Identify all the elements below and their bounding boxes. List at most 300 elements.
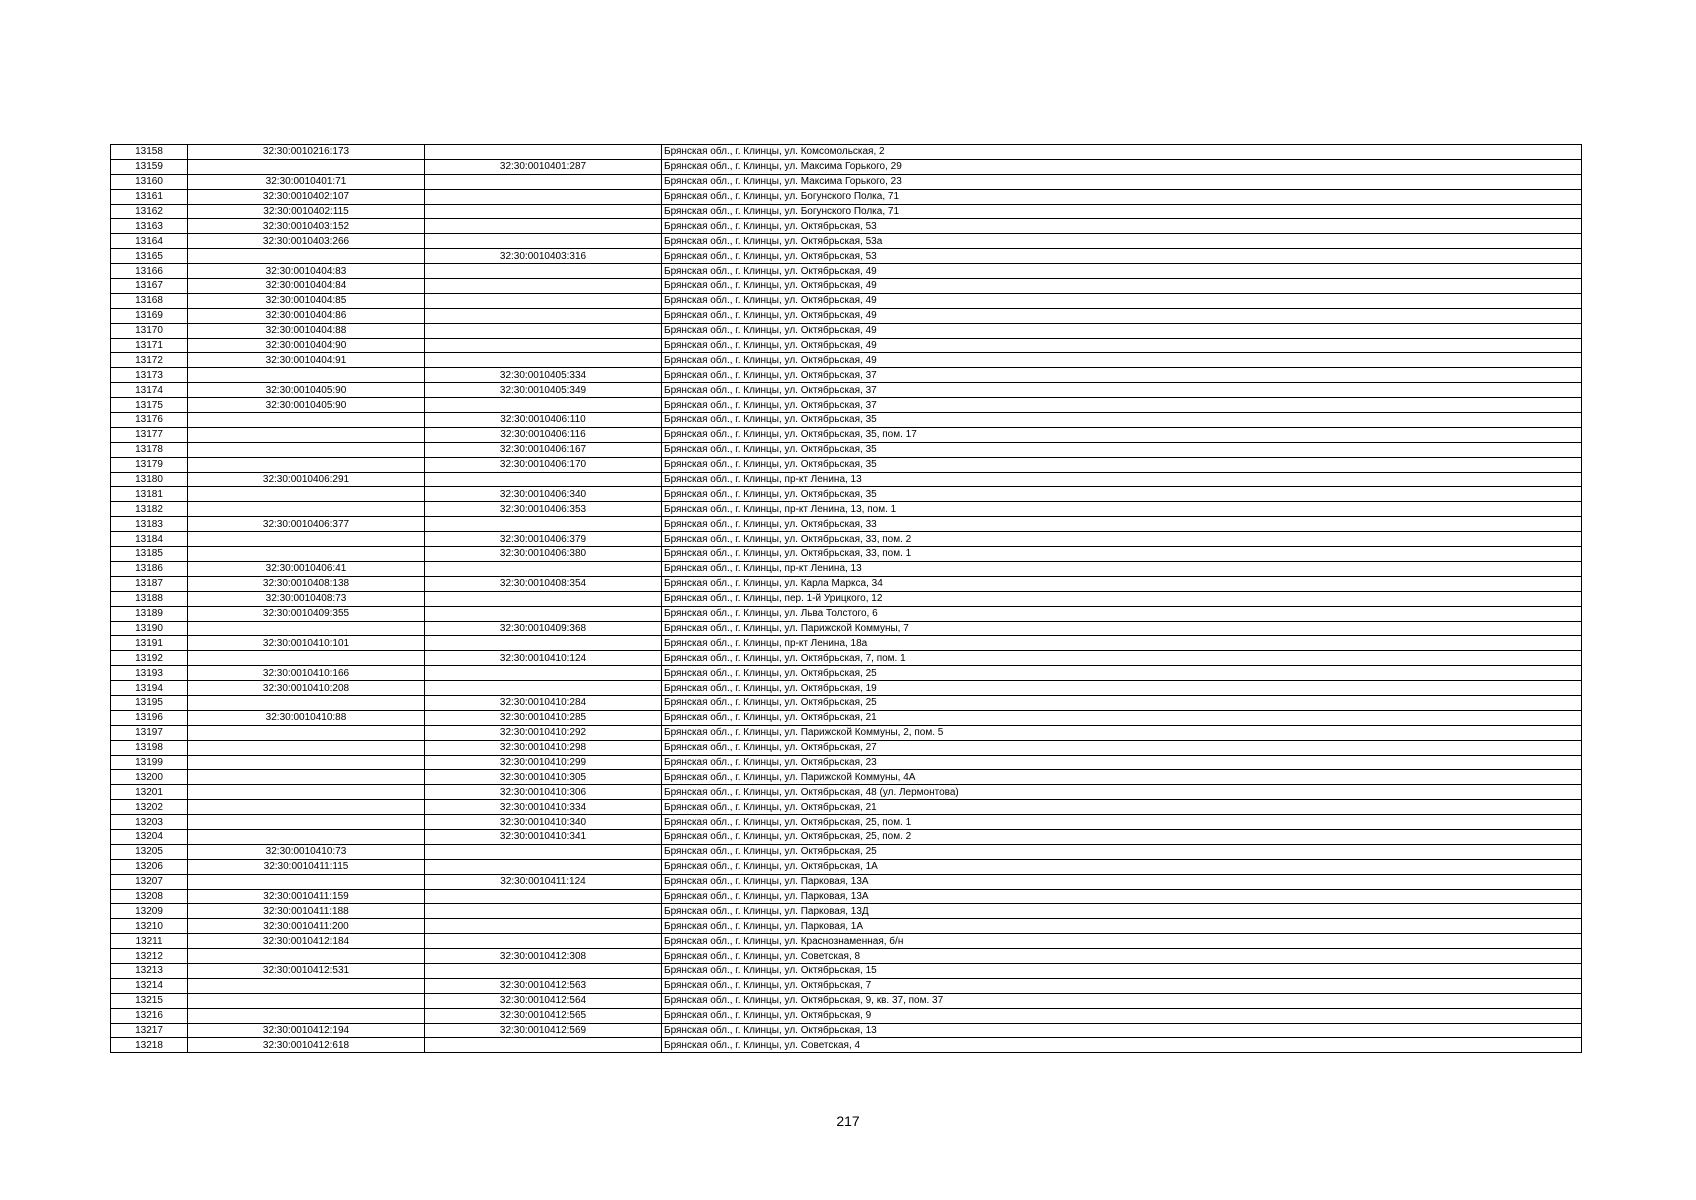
building-number-cell [425, 844, 662, 859]
table-row [111, 547, 1582, 562]
table-row [111, 427, 1582, 442]
building-number-cell: 32:30:0010412:308 [425, 949, 662, 964]
address-cell: Брянская обл., г. Клинцы, ул. Октябрьская, 49 [662, 353, 1582, 368]
cadastral-number-cell: 32:30:0010410:166 [188, 666, 425, 681]
row-number-cell: 13206 [111, 859, 188, 874]
building-number-cell: 32:30:0010406:167 [425, 442, 662, 457]
address-cell: Брянская обл., г. Клинцы, ул. Октябрьская, 35 [662, 487, 1582, 502]
address-cell: Брянская обл., г. Клинцы, ул. Парижской Коммуны, 2, пом. 5 [662, 725, 1582, 740]
building-number-cell [425, 859, 662, 874]
table-row [111, 919, 1582, 934]
row-number-cell: 13189 [111, 606, 188, 621]
row-number-cell: 13164 [111, 234, 188, 249]
cadastral-number-cell: 32:30:0010408:138 [188, 576, 425, 591]
cadastral-number-cell: 32:30:0010404:88 [188, 323, 425, 338]
table-row [111, 874, 1582, 889]
cadastral-number-cell [188, 249, 425, 264]
row-number-cell: 13201 [111, 785, 188, 800]
table-row [111, 234, 1582, 249]
row-number-cell: 13204 [111, 829, 188, 844]
cadastral-number-cell: 32:30:0010412:184 [188, 934, 425, 949]
row-number-cell: 13214 [111, 978, 188, 993]
building-number-cell [425, 517, 662, 532]
cadastral-number-cell: 32:30:0010412:531 [188, 963, 425, 978]
building-number-cell: 32:30:0010411:124 [425, 874, 662, 889]
building-number-cell: 32:30:0010406:340 [425, 487, 662, 502]
cadastral-number-cell [188, 547, 425, 562]
property-table-body [111, 145, 1582, 1053]
cadastral-number-cell: 32:30:0010409:355 [188, 606, 425, 621]
building-number-cell [425, 904, 662, 919]
building-number-cell: 32:30:0010410:292 [425, 725, 662, 740]
row-number-cell: 13215 [111, 993, 188, 1008]
cadastral-number-cell: 32:30:0010410:208 [188, 681, 425, 696]
table-row [111, 740, 1582, 755]
row-number-cell: 13217 [111, 1023, 188, 1038]
row-number-cell: 13184 [111, 532, 188, 547]
row-number-cell: 13180 [111, 472, 188, 487]
address-cell: Брянская обл., г. Клинцы, ул. Комсомольская, 2 [662, 145, 1582, 160]
address-cell: Брянская обл., г. Клинцы, ул. Октябрьская, 23 [662, 755, 1582, 770]
cadastral-number-cell [188, 442, 425, 457]
cadastral-number-cell: 32:30:0010406:41 [188, 561, 425, 576]
building-number-cell [425, 606, 662, 621]
row-number-cell: 13185 [111, 547, 188, 562]
cadastral-number-cell [188, 829, 425, 844]
row-number-cell: 13199 [111, 755, 188, 770]
address-cell: Брянская обл., г. Клинцы, ул. Октябрьская, 9, кв. 37, пом. 37 [662, 993, 1582, 1008]
building-number-cell: 32:30:0010410:306 [425, 785, 662, 800]
table-row [111, 323, 1582, 338]
cadastral-number-cell [188, 740, 425, 755]
row-number-cell: 13158 [111, 145, 188, 160]
row-number-cell: 13166 [111, 264, 188, 279]
table-row [111, 993, 1582, 1008]
cadastral-number-cell [188, 487, 425, 502]
cadastral-number-cell [188, 532, 425, 547]
row-number-cell: 13170 [111, 323, 188, 338]
address-cell: Брянская обл., г. Клинцы, пр-кт Ленина, 13 [662, 561, 1582, 576]
table-row [111, 770, 1582, 785]
table-row [111, 889, 1582, 904]
address-cell: Брянская обл., г. Клинцы, ул. Октябрьская, 13 [662, 1023, 1582, 1038]
row-number-cell: 13208 [111, 889, 188, 904]
address-cell: Брянская обл., г. Клинцы, ул. Октябрьская, 49 [662, 308, 1582, 323]
table-row [111, 353, 1582, 368]
table-row [111, 621, 1582, 636]
cadastral-number-cell [188, 621, 425, 636]
address-cell: Брянская обл., г. Клинцы, ул. Советская, 4 [662, 1038, 1582, 1053]
address-cell: Брянская обл., г. Клинцы, ул. Октябрьская, 21 [662, 710, 1582, 725]
cadastral-number-cell [188, 978, 425, 993]
address-cell: Брянская обл., г. Клинцы, ул. Октябрьская, 15 [662, 963, 1582, 978]
address-cell: Брянская обл., г. Клинцы, ул. Парижской Коммуны, 4А [662, 770, 1582, 785]
cadastral-number-cell: 32:30:0010408:73 [188, 591, 425, 606]
building-number-cell [425, 174, 662, 189]
building-number-cell: 32:30:0010409:368 [425, 621, 662, 636]
cadastral-number-cell [188, 368, 425, 383]
building-number-cell: 32:30:0010406:170 [425, 457, 662, 472]
building-number-cell: 32:30:0010410:284 [425, 695, 662, 710]
table-row [111, 666, 1582, 681]
cadastral-number-cell: 32:30:0010406:291 [188, 472, 425, 487]
table-row [111, 606, 1582, 621]
address-cell: Брянская обл., г. Клинцы, ул. Октябрьская, 7 [662, 978, 1582, 993]
table-row [111, 1023, 1582, 1038]
building-number-cell: 32:30:0010405:334 [425, 368, 662, 383]
building-number-cell: 32:30:0010412:569 [425, 1023, 662, 1038]
building-number-cell: 32:30:0010410:341 [425, 829, 662, 844]
building-number-cell [425, 308, 662, 323]
address-cell: Брянская обл., г. Клинцы, ул. Октябрьская, 7, пом. 1 [662, 651, 1582, 666]
row-number-cell: 13169 [111, 308, 188, 323]
address-cell: Брянская обл., г. Клинцы, ул. Парижской Коммуны, 7 [662, 621, 1582, 636]
address-cell: Брянская обл., г. Клинцы, ул. Октябрьская, 9 [662, 1008, 1582, 1023]
table-row [111, 785, 1582, 800]
table-row [111, 844, 1582, 859]
address-cell: Брянская обл., г. Клинцы, ул. Парковая, 13А [662, 874, 1582, 889]
row-number-cell: 13197 [111, 725, 188, 740]
row-number-cell: 13218 [111, 1038, 188, 1053]
row-number-cell: 13207 [111, 874, 188, 889]
table-row [111, 442, 1582, 457]
cadastral-number-cell [188, 770, 425, 785]
row-number-cell: 13161 [111, 189, 188, 204]
cadastral-number-cell [188, 725, 425, 740]
building-number-cell [425, 293, 662, 308]
building-number-cell [425, 398, 662, 413]
cadastral-number-cell: 32:30:0010410:101 [188, 636, 425, 651]
cadastral-number-cell: 32:30:0010412:194 [188, 1023, 425, 1038]
building-number-cell: 32:30:0010410:305 [425, 770, 662, 785]
table-row [111, 145, 1582, 160]
row-number-cell: 13179 [111, 457, 188, 472]
building-number-cell: 32:30:0010406:353 [425, 502, 662, 517]
row-number-cell: 13172 [111, 353, 188, 368]
row-number-cell: 13171 [111, 338, 188, 353]
address-cell: Брянская обл., г. Клинцы, ул. Советская, 8 [662, 949, 1582, 964]
cadastral-number-cell: 32:30:0010402:107 [188, 189, 425, 204]
row-number-cell: 13195 [111, 695, 188, 710]
table-row [111, 829, 1582, 844]
cadastral-number-cell: 32:30:0010404:86 [188, 308, 425, 323]
address-cell: Брянская обл., г. Клинцы, ул. Октябрьская, 35, пом. 17 [662, 427, 1582, 442]
cadastral-number-cell: 32:30:0010216:173 [188, 145, 425, 160]
building-number-cell [425, 666, 662, 681]
row-number-cell: 13191 [111, 636, 188, 651]
table-row [111, 338, 1582, 353]
row-number-cell: 13200 [111, 770, 188, 785]
cadastral-number-cell: 32:30:0010411:115 [188, 859, 425, 874]
address-cell: Брянская обл., г. Клинцы, ул. Карла Маркса, 34 [662, 576, 1582, 591]
cadastral-number-cell [188, 159, 425, 174]
address-cell: Брянская обл., г. Клинцы, пр-кт Ленина, 13, пом. 1 [662, 502, 1582, 517]
address-cell: Брянская обл., г. Клинцы, ул. Октябрьская, 33 [662, 517, 1582, 532]
cadastral-number-cell: 32:30:0010412:618 [188, 1038, 425, 1053]
address-cell: Брянская обл., г. Клинцы, ул. Октябрьская, 35 [662, 457, 1582, 472]
table-row [111, 978, 1582, 993]
cadastral-number-cell: 32:30:0010405:90 [188, 398, 425, 413]
cadastral-number-cell: 32:30:0010411:188 [188, 904, 425, 919]
building-number-cell [425, 145, 662, 160]
cadastral-number-cell [188, 800, 425, 815]
address-cell: Брянская обл., г. Клинцы, ул. Парковая, 13А [662, 889, 1582, 904]
cadastral-number-cell: 32:30:0010401:71 [188, 174, 425, 189]
address-cell: Брянская обл., г. Клинцы, ул. Октябрьская, 48 (ул. Лермонтова) [662, 785, 1582, 800]
table-row [111, 264, 1582, 279]
address-cell: Брянская обл., г. Клинцы, ул. Октябрьская, 35 [662, 413, 1582, 428]
cadastral-number-cell [188, 949, 425, 964]
table-row [111, 725, 1582, 740]
table-row [111, 487, 1582, 502]
address-cell: Брянская обл., г. Клинцы, ул. Октябрьская, 49 [662, 279, 1582, 294]
address-cell: Брянская обл., г. Клинцы, ул. Октябрьская, 53 [662, 219, 1582, 234]
table-row [111, 681, 1582, 696]
table-row [111, 859, 1582, 874]
building-number-cell [425, 353, 662, 368]
cadastral-number-cell: 32:30:0010411:200 [188, 919, 425, 934]
cadastral-number-cell: 32:30:0010404:83 [188, 264, 425, 279]
building-number-cell: 32:30:0010406:116 [425, 427, 662, 442]
address-cell: Брянская обл., г. Клинцы, ул. Льва Толстого, 6 [662, 606, 1582, 621]
building-number-cell: 32:30:0010401:287 [425, 159, 662, 174]
table-row [111, 159, 1582, 174]
row-number-cell: 13190 [111, 621, 188, 636]
row-number-cell: 13205 [111, 844, 188, 859]
table-row [111, 963, 1582, 978]
building-number-cell [425, 889, 662, 904]
table-row [111, 904, 1582, 919]
row-number-cell: 13175 [111, 398, 188, 413]
address-cell: Брянская обл., г. Клинцы, ул. Октябрьская, 25 [662, 666, 1582, 681]
cadastral-number-cell [188, 1008, 425, 1023]
building-number-cell [425, 934, 662, 949]
table-row [111, 413, 1582, 428]
table-row [111, 561, 1582, 576]
row-number-cell: 13216 [111, 1008, 188, 1023]
address-cell: Брянская обл., г. Клинцы, пр-кт Ленина, 18а [662, 636, 1582, 651]
row-number-cell: 13165 [111, 249, 188, 264]
address-cell: Брянская обл., г. Клинцы, ул. Октябрьская, 37 [662, 383, 1582, 398]
cadastral-number-cell [188, 993, 425, 1008]
building-number-cell: 32:30:0010410:334 [425, 800, 662, 815]
address-cell: Брянская обл., г. Клинцы, ул. Парковая, 13Д [662, 904, 1582, 919]
building-number-cell [425, 591, 662, 606]
cadastral-number-cell [188, 815, 425, 830]
building-number-cell [425, 472, 662, 487]
table-row [111, 368, 1582, 383]
cadastral-number-cell [188, 502, 425, 517]
table-row [111, 502, 1582, 517]
table-row [111, 532, 1582, 547]
table-row [111, 651, 1582, 666]
row-number-cell: 13210 [111, 919, 188, 934]
address-cell: Брянская обл., г. Клинцы, ул. Октябрьская, 19 [662, 681, 1582, 696]
table-row [111, 1038, 1582, 1053]
building-number-cell [425, 1038, 662, 1053]
cadastral-number-cell: 32:30:0010403:152 [188, 219, 425, 234]
address-cell: Брянская обл., г. Клинцы, ул. Октябрьская, 1А [662, 859, 1582, 874]
building-number-cell [425, 963, 662, 978]
row-number-cell: 13162 [111, 204, 188, 219]
cadastral-number-cell [188, 695, 425, 710]
building-number-cell: 32:30:0010412:563 [425, 978, 662, 993]
cadastral-number-cell: 32:30:0010404:85 [188, 293, 425, 308]
building-number-cell [425, 219, 662, 234]
row-number-cell: 13209 [111, 904, 188, 919]
table-row [111, 189, 1582, 204]
address-cell: Брянская обл., г. Клинцы, ул. Октябрьская, 49 [662, 323, 1582, 338]
cadastral-number-cell [188, 785, 425, 800]
cadastral-number-cell: 32:30:0010411:159 [188, 889, 425, 904]
address-cell: Брянская обл., г. Клинцы, пр-кт Ленина, 13 [662, 472, 1582, 487]
cadastral-number-cell: 32:30:0010404:91 [188, 353, 425, 368]
building-number-cell: 32:30:0010406:380 [425, 547, 662, 562]
address-cell: Брянская обл., г. Клинцы, ул. Богунского Полка, 71 [662, 204, 1582, 219]
row-number-cell: 13160 [111, 174, 188, 189]
cadastral-number-cell: 32:30:0010404:90 [188, 338, 425, 353]
row-number-cell: 13212 [111, 949, 188, 964]
address-cell: Брянская обл., г. Клинцы, ул. Октябрьская, 33, пом. 1 [662, 547, 1582, 562]
table-row [111, 204, 1582, 219]
cadastral-number-cell: 32:30:0010410:73 [188, 844, 425, 859]
row-number-cell: 13167 [111, 279, 188, 294]
address-cell: Брянская обл., г. Клинцы, ул. Октябрьская, 27 [662, 740, 1582, 755]
table-row [111, 576, 1582, 591]
address-cell: Брянская обл., г. Клинцы, ул. Октябрьская, 35 [662, 442, 1582, 457]
row-number-cell: 13178 [111, 442, 188, 457]
building-number-cell: 32:30:0010412:564 [425, 993, 662, 1008]
address-cell: Брянская обл., г. Клинцы, ул. Октябрьская, 49 [662, 264, 1582, 279]
row-number-cell: 13163 [111, 219, 188, 234]
table-row [111, 383, 1582, 398]
address-cell: Брянская обл., г. Клинцы, ул. Октябрьская, 49 [662, 338, 1582, 353]
cadastral-number-cell: 32:30:0010402:115 [188, 204, 425, 219]
row-number-cell: 13174 [111, 383, 188, 398]
table-row [111, 279, 1582, 294]
row-number-cell: 13188 [111, 591, 188, 606]
building-number-cell: 32:30:0010408:354 [425, 576, 662, 591]
cadastral-number-cell [188, 413, 425, 428]
building-number-cell [425, 338, 662, 353]
cadastral-number-cell [188, 427, 425, 442]
row-number-cell: 13193 [111, 666, 188, 681]
row-number-cell: 13192 [111, 651, 188, 666]
building-number-cell [425, 279, 662, 294]
address-cell: Брянская обл., г. Клинцы, ул. Богунского Полка, 71 [662, 189, 1582, 204]
address-cell: Брянская обл., г. Клинцы, ул. Октябрьская, 33, пом. 2 [662, 532, 1582, 547]
table-row [111, 800, 1582, 815]
cadastral-number-cell: 32:30:0010406:377 [188, 517, 425, 532]
row-number-cell: 13196 [111, 710, 188, 725]
row-number-cell: 13213 [111, 963, 188, 978]
address-cell: Брянская обл., г. Клинцы, пер. 1-й Урицкого, 12 [662, 591, 1582, 606]
table-row [111, 293, 1582, 308]
row-number-cell: 13198 [111, 740, 188, 755]
address-cell: Брянская обл., г. Клинцы, ул. Октябрьская, 37 [662, 398, 1582, 413]
table-row [111, 591, 1582, 606]
row-number-cell: 13181 [111, 487, 188, 502]
building-number-cell: 32:30:0010412:565 [425, 1008, 662, 1023]
building-number-cell [425, 561, 662, 576]
row-number-cell: 13187 [111, 576, 188, 591]
building-number-cell: 32:30:0010406:379 [425, 532, 662, 547]
property-table [110, 144, 1582, 1053]
building-number-cell [425, 636, 662, 651]
cadastral-number-cell: 32:30:0010405:90 [188, 383, 425, 398]
address-cell: Брянская обл., г. Клинцы, ул. Краснознаменная, б/н [662, 934, 1582, 949]
address-cell: Брянская обл., г. Клинцы, ул. Октябрьская, 53 [662, 249, 1582, 264]
address-cell: Брянская обл., г. Клинцы, ул. Октябрьская, 25, пом. 2 [662, 829, 1582, 844]
address-cell: Брянская обл., г. Клинцы, ул. Максима Горького, 23 [662, 174, 1582, 189]
cadastral-number-cell [188, 651, 425, 666]
table-row [111, 949, 1582, 964]
building-number-cell [425, 323, 662, 338]
row-number-cell: 13194 [111, 681, 188, 696]
address-cell: Брянская обл., г. Клинцы, ул. Октябрьская, 53а [662, 234, 1582, 249]
building-number-cell [425, 264, 662, 279]
building-number-cell [425, 204, 662, 219]
row-number-cell: 13186 [111, 561, 188, 576]
row-number-cell: 13183 [111, 517, 188, 532]
row-number-cell: 13159 [111, 159, 188, 174]
row-number-cell: 13177 [111, 427, 188, 442]
table-row [111, 398, 1582, 413]
row-number-cell: 13173 [111, 368, 188, 383]
building-number-cell: 32:30:0010410:124 [425, 651, 662, 666]
building-number-cell: 32:30:0010405:349 [425, 383, 662, 398]
building-number-cell [425, 234, 662, 249]
building-number-cell: 32:30:0010410:285 [425, 710, 662, 725]
table-row [111, 636, 1582, 651]
row-number-cell: 13176 [111, 413, 188, 428]
table-row [111, 710, 1582, 725]
row-number-cell: 13211 [111, 934, 188, 949]
cadastral-number-cell: 32:30:0010404:84 [188, 279, 425, 294]
table-row [111, 695, 1582, 710]
table-row [111, 472, 1582, 487]
cadastral-number-cell [188, 755, 425, 770]
table-row [111, 934, 1582, 949]
building-number-cell: 32:30:0010403:316 [425, 249, 662, 264]
row-number-cell: 13203 [111, 815, 188, 830]
building-number-cell [425, 919, 662, 934]
address-cell: Брянская обл., г. Клинцы, ул. Парковая, 1А [662, 919, 1582, 934]
page-number: 217 [836, 1113, 860, 1129]
building-number-cell: 32:30:0010406:110 [425, 413, 662, 428]
address-cell: Брянская обл., г. Клинцы, ул. Октябрьская, 37 [662, 368, 1582, 383]
table-row [111, 249, 1582, 264]
table-row [111, 1008, 1582, 1023]
row-number-cell: 13202 [111, 800, 188, 815]
building-number-cell [425, 681, 662, 696]
address-cell: Брянская обл., г. Клинцы, ул. Октябрьская, 21 [662, 800, 1582, 815]
cadastral-number-cell: 32:30:0010410:88 [188, 710, 425, 725]
table-row [111, 815, 1582, 830]
table-row [111, 755, 1582, 770]
building-number-cell: 32:30:0010410:340 [425, 815, 662, 830]
cadastral-number-cell [188, 874, 425, 889]
table-row [111, 308, 1582, 323]
cadastral-number-cell: 32:30:0010403:266 [188, 234, 425, 249]
address-cell: Брянская обл., г. Клинцы, ул. Октябрьская, 25 [662, 695, 1582, 710]
table-row [111, 457, 1582, 472]
table-row [111, 517, 1582, 532]
cadastral-number-cell [188, 457, 425, 472]
address-cell: Брянская обл., г. Клинцы, ул. Октябрьская, 25 [662, 844, 1582, 859]
row-number-cell: 13182 [111, 502, 188, 517]
address-cell: Брянская обл., г. Клинцы, ул. Максима Горького, 29 [662, 159, 1582, 174]
